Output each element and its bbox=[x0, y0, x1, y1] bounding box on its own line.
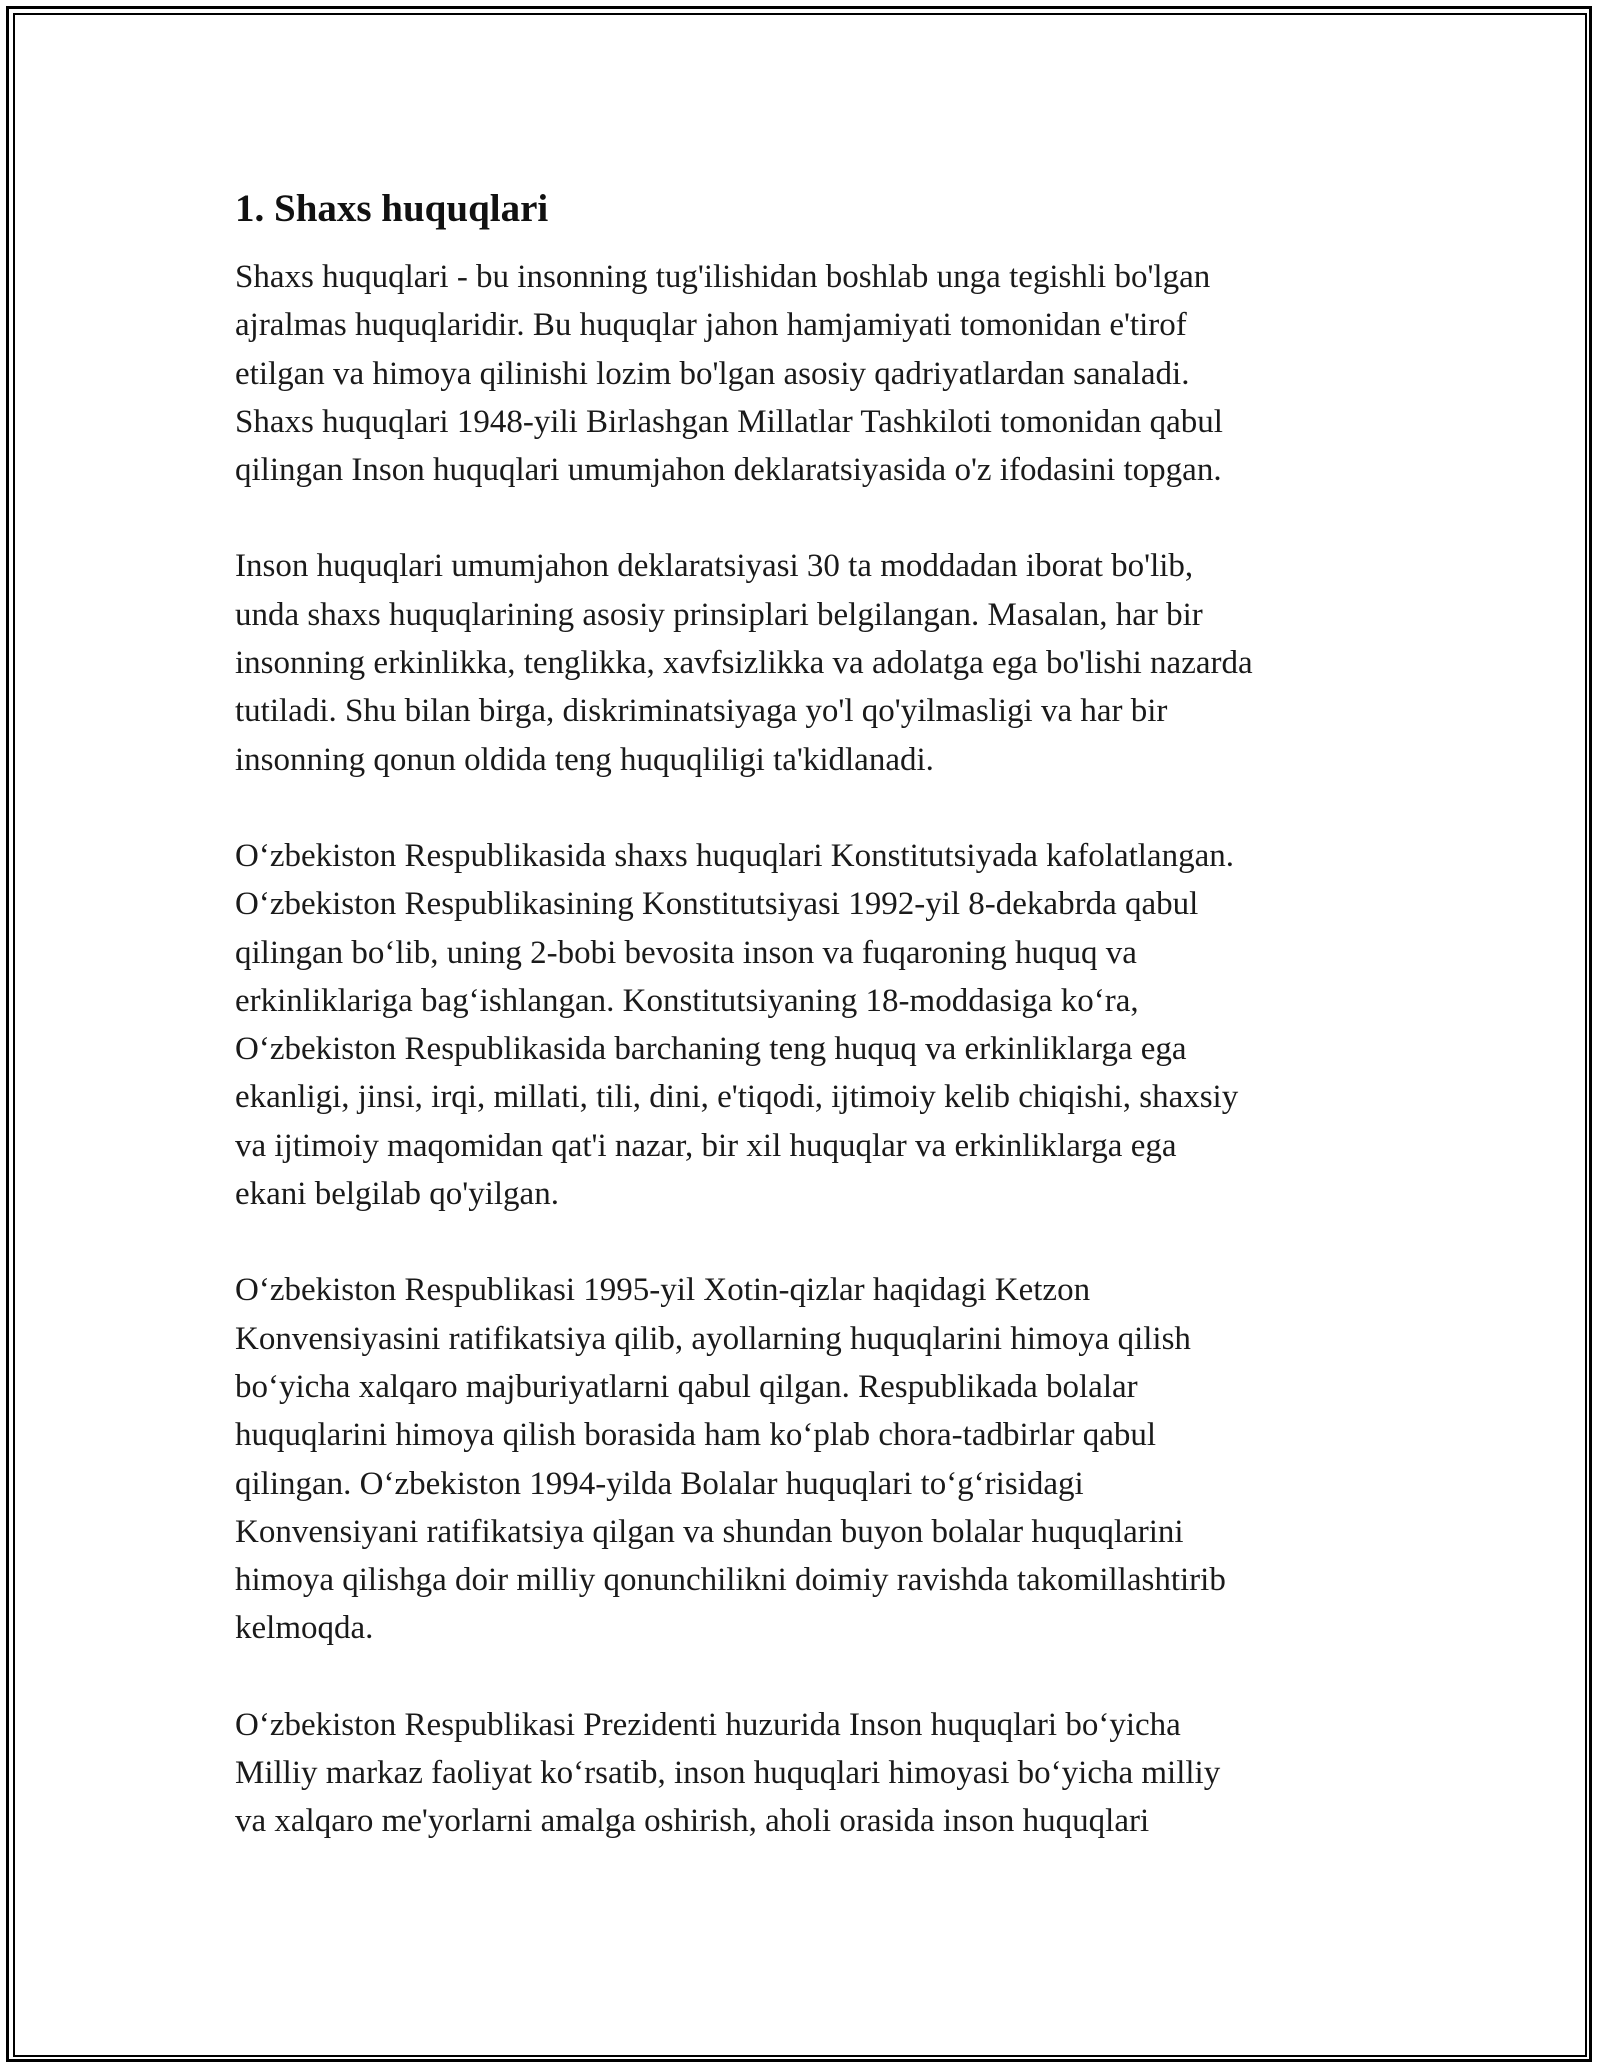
paragraph bbox=[235, 542, 1385, 783]
section-heading: 1. Shaxs huquqlari bbox=[235, 187, 549, 230]
paragraph-line: insonning erkinlikka, tenglikka, xavfsizlikka va adolatga ega bo'lishi nazarda bbox=[235, 645, 1253, 682]
paragraph-line: O‘zbekiston Respublikasi 1995-yil Xotin-qizlar haqidagi Ketzon bbox=[235, 1272, 1091, 1309]
paragraph-line: Inson huquqlari umumjahon deklaratsiyasi 30 ta moddadan iborat bo'lib, bbox=[235, 548, 1194, 585]
paragraph-line: qilingan bo‘lib, uning 2-bobi bevosita inson va fuqaroning huquq va bbox=[235, 934, 1137, 971]
paragraph-line: kelmoqda. bbox=[235, 1610, 374, 1647]
paragraph-line: va ijtimoiy maqomidan qat'i nazar, bir xil huquqlar va erkinliklarga ega bbox=[235, 1127, 1177, 1164]
paragraph-line: Konvensiyani ratifikatsiya qilgan va shundan buyon bolalar huquqlarini bbox=[235, 1513, 1184, 1550]
paragraph-line: O‘zbekiston Respublikasida barchaning teng huquq va erkinliklarga ega bbox=[235, 1031, 1187, 1068]
paragraph bbox=[235, 253, 1385, 494]
paragraph-line: O‘zbekiston Respublikasida shaxs huquqlari Konstitutsiyada kafolatlangan. bbox=[235, 837, 1234, 874]
paragraph-line: himoya qilishga doir milliy qonunchilikni doimiy ravishda takomillashtirib bbox=[235, 1562, 1226, 1599]
paragraph-line: bo‘yicha xalqaro majburiyatlarni qabul qilgan. Respublikada bolalar bbox=[235, 1368, 1138, 1405]
paragraph-line: O‘zbekiston Respublikasining Konstitutsiyasi 1992-yil 8-dekabrda qabul bbox=[235, 886, 1199, 923]
paragraph-line: erkinliklariga bag‘ishlangan. Konstitutsiyaning 18-moddasiga ko‘ra, bbox=[235, 982, 1139, 1019]
paragraph-line: insonning qonun oldida teng huquqliligi ta'kidlanadi. bbox=[235, 741, 934, 778]
paragraph-line: etilgan va himoya qilinishi lozim bo'lgan asosiy qadriyatlardan sanaladi. bbox=[235, 355, 1190, 392]
paragraph-line: unda shaxs huquqlarining asosiy prinsiplari belgilangan. Masalan, har bir bbox=[235, 596, 1203, 633]
paragraph-line: tutiladi. Shu bilan birga, diskriminatsiyaga yo'l qo'yilmasligi va har bir bbox=[235, 693, 1168, 730]
paragraph-line: Konvensiyasini ratifikatsiya qilib, ayollarning huquqlarini himoya qilish bbox=[235, 1320, 1191, 1357]
paragraph bbox=[235, 1701, 1385, 1846]
paragraph-line: Shaxs huquqlari - bu insonning tug'ilishidan boshlab unga tegishli bo'lgan bbox=[235, 259, 1211, 295]
paragraph-line: qilingan. O‘zbekiston 1994-yilda Bolalar huquqlari to‘g‘risidagi bbox=[235, 1465, 1084, 1502]
paragraph bbox=[235, 832, 1385, 1218]
paragraph-line: O‘zbekiston Respublikasi Prezidenti huzurida Inson huquqlari bo‘yicha bbox=[235, 1706, 1181, 1743]
paragraph-line: Milliy markaz faoliyat ko‘rsatib, inson huquqlari himoyasi bo‘yicha milliy bbox=[235, 1755, 1221, 1792]
document-body bbox=[235, 185, 1385, 1894]
paragraph-line: va xalqaro me'yorlarni amalga oshirish, aholi orasida inson huquqlari bbox=[235, 1803, 1150, 1840]
paragraph-line: ekanligi, jinsi, irqi, millati, tili, dini, e'tiqodi, ijtimoiy kelib chiqishi, shaxsiy bbox=[235, 1079, 1239, 1116]
paragraph-line: ajralmas huquqlaridir. Bu huquqlar jahon hamjamiyati tomonidan e'tirof bbox=[235, 307, 1187, 344]
paragraph-line: Shaxs huquqlari 1948-yili Birlashgan Millatlar Tashkiloti tomonidan qabul bbox=[235, 403, 1223, 440]
paragraph-list bbox=[235, 253, 1385, 1846]
paragraph bbox=[235, 1266, 1385, 1652]
paragraph-line: qilingan Inson huquqlari umumjahon deklaratsiyasida o'z ifodasini topgan. bbox=[235, 452, 1222, 489]
paragraph-line: ekani belgilab qo'yilgan. bbox=[235, 1176, 559, 1213]
paragraph-line: huquqlarini himoya qilish borasida ham ko‘plab chora-tadbirlar qabul bbox=[235, 1417, 1157, 1454]
